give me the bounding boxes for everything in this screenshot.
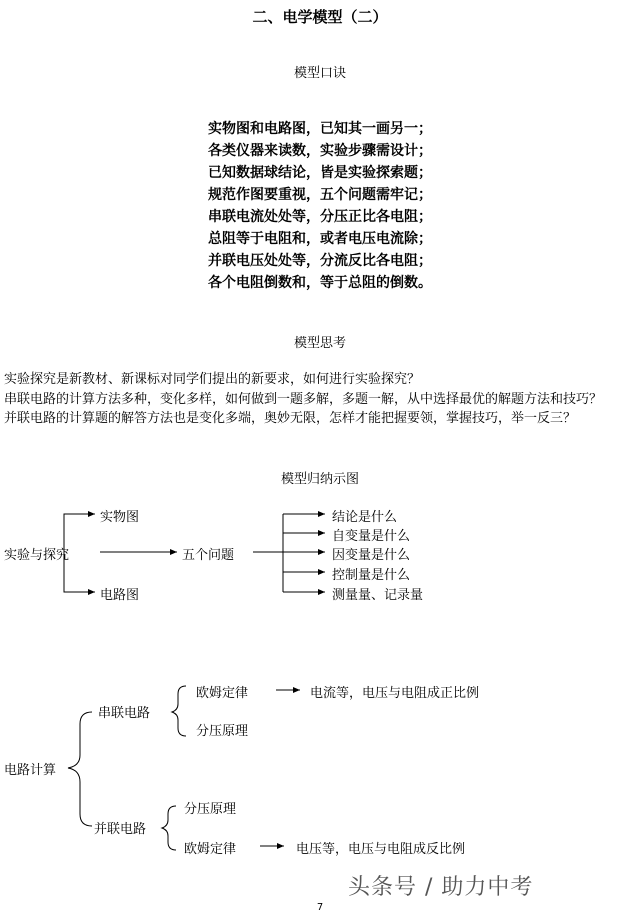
main-brace [68, 712, 92, 826]
experiment-root: 实验与探究 [4, 548, 70, 563]
parallel-voltage-divider: 分压原理 [184, 802, 237, 817]
parallel-brace [162, 806, 176, 850]
thinking-paragraph: 并联电路的计算题的解答方法也是变化多端，奥妙无限，怎样才能把握要领，掌握技巧，举一反三？ [4, 411, 577, 426]
parallel-law-result: 电压等，电压与电阻成反比例 [296, 842, 466, 857]
thinking-paragraph: 串联电路的计算方法多种，变化多样，如何做到一题多解，多题一解，从中选择最优的解题方法和技巧？ [4, 391, 603, 407]
physical-diagram-label: 实物图 [100, 510, 140, 525]
verse-line: 实物图和电路图，已知其一画另一； [208, 121, 432, 137]
series-voltage-divider: 分压原理 [196, 724, 249, 739]
question-item: 测量量、记录量 [332, 588, 424, 603]
verse-line: 各个电阻倒数和，等于总阻的倒数。 [208, 275, 432, 291]
verse-line: 并联电压处处等，分流反比各电阻； [208, 253, 432, 269]
parallel-ohms-law: 欧姆定律 [184, 842, 237, 857]
series-brace [172, 686, 186, 736]
watermark: 头条号 / 助力中考 [348, 875, 534, 900]
mnemonic-heading: 模型口诀 [293, 66, 346, 81]
page-title: 二、电学模型（二） [252, 8, 388, 26]
verse-line: 总阻等于电阻和，或者电压电流除； [208, 231, 432, 247]
verse-line: 已知数据球结论，皆是实验探索题； [208, 165, 432, 181]
diagram-heading: 模型归纳示图 [280, 472, 359, 487]
five-questions-label: 五个问题 [182, 548, 235, 563]
verse-line: 规范作图要重视，五个问题需牢记； [208, 187, 432, 203]
circuit-diagram-label: 电路图 [100, 588, 140, 603]
question-item: 结论是什么 [332, 510, 398, 525]
verse-line: 各类仪器来读数，实验步骤需设计； [208, 143, 432, 159]
circuit-calc-root: 电路计算 [4, 763, 57, 778]
series-ohms-law: 欧姆定律 [196, 686, 249, 701]
thinking-paragraph: 实验探究是新教材、新课标对同学们提出的新要求，如何进行实验探究？ [4, 372, 421, 387]
series-law-result: 电流等，电压与电阻成正比例 [310, 686, 480, 701]
question-item: 因变量是什么 [332, 548, 411, 563]
verse-line: 串联电流处处等，分压正比各电阻； [208, 209, 432, 225]
page-number: 7 [316, 902, 324, 913]
question-item: 自变量是什么 [332, 529, 411, 544]
parallel-circuit-label: 并联电路 [94, 822, 147, 837]
thinking-heading: 模型思考 [293, 336, 346, 351]
question-item: 控制量是什么 [332, 568, 411, 583]
series-circuit-label: 串联电路 [98, 706, 151, 721]
